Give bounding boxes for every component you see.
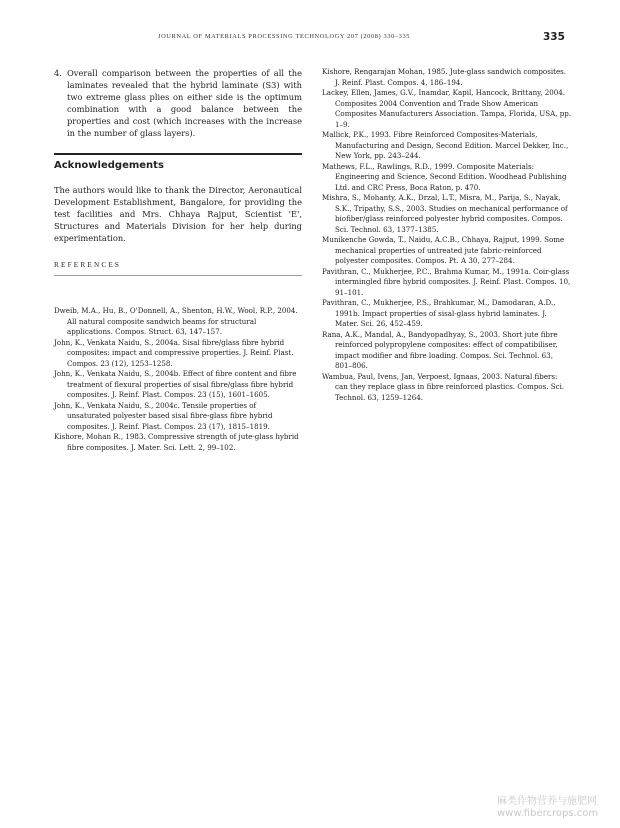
reference-list-left	[54, 306, 302, 453]
reference-item: Mallick, P.K., 1993. Fibre Reinforced Composites-Materials, Manufacturing and Design, Second Edition. Marcel Dekker, Inc., New York, pp. 243–244.	[322, 130, 569, 160]
references-rule	[54, 275, 302, 276]
reference-item: Pavithran, C., Mukherjee, P.S., Brahkumar, M., Damodaran, A.D., 1991b. Impact properties of sisal-glass hybrid laminates. J. Mater. Sci. 26, 452–459.	[322, 298, 556, 328]
conclusion-number: 4.	[54, 68, 62, 78]
reference-item: John, K., Venkata Naidu, S., 2004a. Sisal fibre/glass fibre hybrid composites: impact and compressive properties. J. Reinf. Plast. Compos. 23 (12), 1253–1258.	[54, 337, 294, 368]
conclusion-item-4	[54, 67, 302, 139]
running-head: JOURNAL OF MATERIALS PROCESSING TECHNOLOGY 207 (2008) 330–335	[158, 33, 411, 40]
acknowledgements-heading: Acknowledgements	[54, 160, 164, 171]
reference-item: Mathews, F.L., Rawlings, R.D., 1999. Composite Materials: Engineering and Science, Second Edition. Woodhead Publishing Ltd. and CRC Press, Boca Raton, p. 470.	[322, 161, 567, 192]
section-rule	[54, 153, 302, 155]
reference-item: Munikenche Gowda, T., Naidu, A.C.B., Chhaya, Rajput, 1999. Some mechanical properties of untreated jute fabric-reinforced polyester composites. Compos. Pt. A 30, 277–284.	[322, 235, 565, 265]
reference-item: Mishra, S., Mohanty, A.K., Drzal, L.T., Misra, M., Parija, S., Nayak, S.K., Tripathy, S.S., 2003. Studies on mechanical performance of biofiber/glass reinforced polyester hybrid composites. Compos. Sci. Technol. 63, 1377–1385.	[322, 193, 568, 234]
watermark-line-1: 麻类作物营养与施肥网	[497, 796, 597, 807]
right-column	[322, 67, 572, 403]
conclusion-text: Overall comparison between the properties of all the laminates revealed that the hybrid laminate (S3) with two extreme glass plies on either side is the optimum combination with a good balance between the properties and cost (which increases with the increase in the number of glass layers).	[67, 68, 302, 138]
reference-item: John, K., Venkata Naidu, S., 2004b. Effect of fibre content and fibre treatment of flexural properties of sisal fibre/glass fibre hybrid composites. J. Reinf. Plast. Compos. 23 (15), 1601–1605.	[54, 369, 297, 399]
watermark-line-2: www.fibercrops.com	[497, 808, 599, 819]
acknowledgements-body: The authors would like to thank the Director, Aeronautical Development Establishment, Bangalore, for providing the test facilities and Mrs. Chhaya Rajput, Scientist 'E', Structures and Materials Division for her help during experimentation.	[54, 185, 302, 243]
reference-list-right	[322, 67, 572, 403]
watermark	[497, 796, 598, 820]
left-column	[54, 67, 302, 453]
references-heading: REFERENCES	[54, 261, 122, 269]
reference-item: Kishore, Mohan R., 1983. Compressive strength of jute-glass hybrid fibre composites. J. Mater. Sci. Lett. 2, 99–102.	[54, 432, 299, 452]
page-number: 335	[543, 31, 565, 43]
reference-item: Kishore, Rengarajan Mohan, 1985. Jute-glass sandwich composites. J. Reinf. Plast. Compos. 4, 186–194.	[322, 67, 567, 87]
reference-item: Wambua, Paul, Ivens, Jan, Verpoest, Ignaas, 2003. Natural fibers: can they replace glass in fibre reinforced plastics. Compos. Sci. Technol. 63, 1259–1264.	[322, 371, 565, 402]
reference-item: John, K., Venkata Naidu, S., 2004c. Tensile properties of unsaturated polyester based sisal fibre-glass fibre hybrid composites. J. Reinf. Plast. Compos. 23 (17), 1815–1819.	[54, 400, 273, 431]
reference-item: Lackey, Ellen, James, G.V., Inamdar, Kapil, Hancock, Brittany, 2004. Composites 2004 Convention and Trade Show American Composites Manufacturers Association. Tampa, Florida, USA, pp. 1–9.	[322, 88, 572, 129]
reference-item: Pavithran, C., Mukherjee, P.C., Brahma Kumar, M., 1991a. Coir-glass intermingled fibre hybrid composites. J. Reinf. Plast. Compos. 10, 91–101.	[322, 266, 571, 297]
reference-item: Rana, A.K., Mandal, A., Bandyopadhyay, S., 2003. Short jute fibre reinforced polypropylene composites: effect of compatibiliser, impact modifier and fibre loading. Compos. Sci. Technol. 63, 801–806.	[322, 329, 558, 370]
reference-item: Dweib, M.A., Hu, B., O'Donnell, A., Shenton, H.W., Wool, R.P., 2004. All natural composite sandwich beams for structural applications. Compos. Struct. 63, 147–157.	[54, 306, 298, 336]
